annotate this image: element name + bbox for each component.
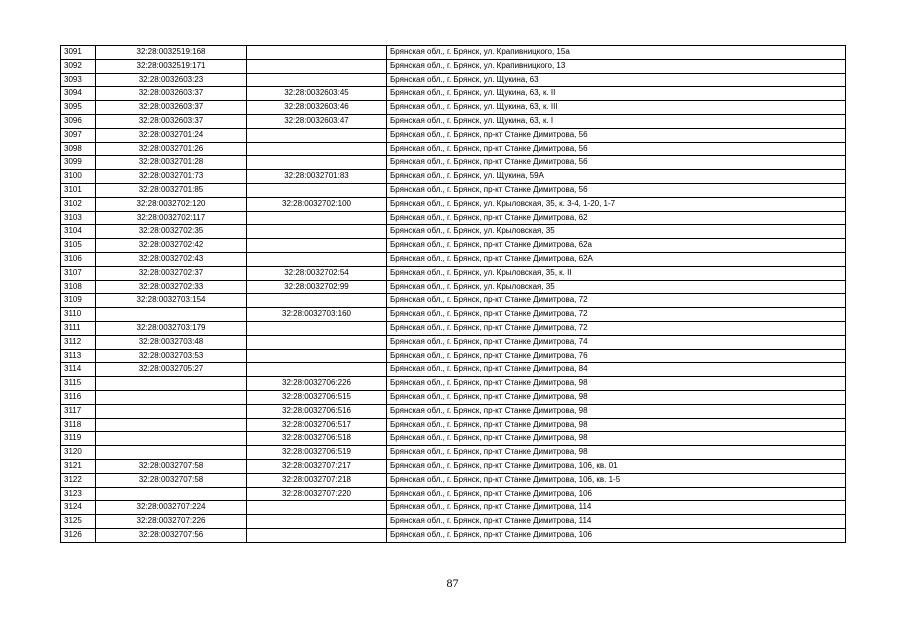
cadastral-number-cell: 32:28:0032702:43: [96, 252, 247, 266]
row-number-cell: 3091: [61, 46, 96, 60]
table-row: [61, 46, 846, 60]
related-cadastral-number-cell: 32:28:0032706:519: [247, 446, 387, 460]
related-cadastral-number-cell: [247, 515, 387, 529]
cadastral-number-cell: [96, 404, 247, 418]
address-cell: Брянская обл., г. Брянск, пр-кт Станке Димитрова, 72: [387, 294, 846, 308]
table-row: [61, 446, 846, 460]
table-row: [61, 73, 846, 87]
address-cell: Брянская обл., г. Брянск, ул. Крыловская, 35, к. 3-4, 1-20, 1-7: [387, 197, 846, 211]
cadastral-number-cell: 32:28:0032703:48: [96, 335, 247, 349]
address-cell: Брянская обл., г. Брянск, ул. Щукина, 63, к. II: [387, 87, 846, 101]
address-cell: Брянская обл., г. Брянск, ул. Крыловская, 35: [387, 280, 846, 294]
address-cell: Брянская обл., г. Брянск, ул. Щукина, 63, к. I: [387, 114, 846, 128]
cadastral-number-cell: 32:28:0032703:154: [96, 294, 247, 308]
address-cell: Брянская обл., г. Брянск, пр-кт Станке Димитрова, 98: [387, 377, 846, 391]
related-cadastral-number-cell: 32:28:0032701:83: [247, 170, 387, 184]
address-cell: Брянская обл., г. Брянск, пр-кт Станке Димитрова, 76: [387, 349, 846, 363]
row-number-cell: 3106: [61, 252, 96, 266]
cadastral-number-cell: 32:28:0032701:73: [96, 170, 247, 184]
row-number-cell: 3112: [61, 335, 96, 349]
row-number-cell: 3094: [61, 87, 96, 101]
row-number-cell: 3114: [61, 363, 96, 377]
cadastral-number-cell: 32:28:0032603:37: [96, 114, 247, 128]
related-cadastral-number-cell: 32:28:0032703:160: [247, 308, 387, 322]
cadastral-number-cell: 32:28:0032701:28: [96, 156, 247, 170]
row-number-cell: 3113: [61, 349, 96, 363]
cadastral-number-cell: 32:28:0032703:53: [96, 349, 247, 363]
related-cadastral-number-cell: 32:28:0032702:100: [247, 197, 387, 211]
address-cell: Брянская обл., г. Брянск, пр-кт Станке Димитрова, 56: [387, 183, 846, 197]
table-row: [61, 515, 846, 529]
related-cadastral-number-cell: [247, 363, 387, 377]
cadastral-number-cell: 32:28:0032702:35: [96, 225, 247, 239]
row-number-cell: 3101: [61, 183, 96, 197]
related-cadastral-number-cell: [247, 59, 387, 73]
related-cadastral-number-cell: 32:28:0032707:218: [247, 473, 387, 487]
address-cell: Брянская обл., г. Брянск, ул. Крыловская, 35, к. II: [387, 266, 846, 280]
cadastral-number-cell: [96, 390, 247, 404]
related-cadastral-number-cell: [247, 225, 387, 239]
table-row: [61, 335, 846, 349]
table-row: [61, 294, 846, 308]
related-cadastral-number-cell: [247, 349, 387, 363]
cadastral-number-cell: 32:28:0032702:117: [96, 211, 247, 225]
page-number: 87: [446, 576, 459, 590]
related-cadastral-number-cell: [247, 252, 387, 266]
cadastral-number-cell: 32:28:0032703:179: [96, 321, 247, 335]
row-number-cell: 3119: [61, 432, 96, 446]
table-row: [61, 252, 846, 266]
cadastral-number-cell: 32:28:0032702:120: [96, 197, 247, 211]
table-row: [61, 308, 846, 322]
row-number-cell: 3103: [61, 211, 96, 225]
address-cell: Брянская обл., г. Брянск, пр-кт Станке Димитрова, 114: [387, 515, 846, 529]
related-cadastral-number-cell: [247, 321, 387, 335]
related-cadastral-number-cell: 32:28:0032706:516: [247, 404, 387, 418]
cadastral-number-cell: 32:28:0032707:226: [96, 515, 247, 529]
related-cadastral-number-cell: 32:28:0032702:54: [247, 266, 387, 280]
address-cell: Брянская обл., г. Брянск, пр-кт Станке Димитрова, 106: [387, 487, 846, 501]
related-cadastral-number-cell: 32:28:0032707:220: [247, 487, 387, 501]
cadastral-number-cell: 32:28:0032707:58: [96, 459, 247, 473]
cadastral-number-cell: 32:28:0032702:33: [96, 280, 247, 294]
table-row: [61, 114, 846, 128]
table-row: [61, 183, 846, 197]
address-cell: Брянская обл., г. Брянск, пр-кт Станке Димитрова, 98: [387, 390, 846, 404]
cadastral-number-cell: 32:28:0032707:56: [96, 528, 247, 542]
table-row: [61, 101, 846, 115]
cadastral-number-cell: 32:28:0032701:85: [96, 183, 247, 197]
table-row: [61, 487, 846, 501]
related-cadastral-number-cell: 32:28:0032702:99: [247, 280, 387, 294]
table-row: [61, 197, 846, 211]
address-cell: Брянская обл., г. Брянск, пр-кт Станке Димитрова, 106, кв. 1-5: [387, 473, 846, 487]
related-cadastral-number-cell: [247, 142, 387, 156]
row-number-cell: 3095: [61, 101, 96, 115]
table-row: [61, 266, 846, 280]
address-cell: Брянская обл., г. Брянск, пр-кт Станке Димитрова, 106: [387, 528, 846, 542]
address-cell: Брянская обл., г. Брянск, пр-кт Станке Димитрова, 72: [387, 321, 846, 335]
row-number-cell: 3117: [61, 404, 96, 418]
related-cadastral-number-cell: 32:28:0032603:46: [247, 101, 387, 115]
address-cell: Брянская обл., г. Брянск, пр-кт Станке Димитрова, 56: [387, 142, 846, 156]
row-number-cell: 3122: [61, 473, 96, 487]
address-cell: Брянская обл., г. Брянск, пр-кт Станке Димитрова, 98: [387, 432, 846, 446]
related-cadastral-number-cell: [247, 211, 387, 225]
related-cadastral-number-cell: 32:28:0032707:217: [247, 459, 387, 473]
related-cadastral-number-cell: 32:28:0032603:47: [247, 114, 387, 128]
row-number-cell: 3105: [61, 239, 96, 253]
related-cadastral-number-cell: 32:28:0032706:226: [247, 377, 387, 391]
table-row: [61, 363, 846, 377]
row-number-cell: 3093: [61, 73, 96, 87]
cadastral-number-cell: [96, 432, 247, 446]
related-cadastral-number-cell: 32:28:0032706:518: [247, 432, 387, 446]
row-number-cell: 3126: [61, 528, 96, 542]
table-row: [61, 156, 846, 170]
related-cadastral-number-cell: [247, 335, 387, 349]
row-number-cell: 3109: [61, 294, 96, 308]
address-cell: Брянская обл., г. Брянск, ул. Щукина, 63: [387, 73, 846, 87]
row-number-cell: 3108: [61, 280, 96, 294]
row-number-cell: 3123: [61, 487, 96, 501]
address-cell: Брянская обл., г. Брянск, пр-кт Станке Димитрова, 72: [387, 308, 846, 322]
cadastral-table: [60, 45, 846, 543]
table-row: [61, 280, 846, 294]
row-number-cell: 3097: [61, 128, 96, 142]
row-number-cell: 3107: [61, 266, 96, 280]
cadastral-number-cell: 32:28:0032707:224: [96, 501, 247, 515]
cadastral-number-cell: 32:28:0032705:27: [96, 363, 247, 377]
row-number-cell: 3100: [61, 170, 96, 184]
address-cell: Брянская обл., г. Брянск, пр-кт Станке Димитрова, 114: [387, 501, 846, 515]
address-cell: Брянская обл., г. Брянск, пр-кт Станке Димитрова, 62А: [387, 252, 846, 266]
address-cell: Брянская обл., г. Брянск, пр-кт Станке Димитрова, 98: [387, 446, 846, 460]
row-number-cell: 3096: [61, 114, 96, 128]
table-row: [61, 418, 846, 432]
cadastral-number-cell: 32:28:0032702:37: [96, 266, 247, 280]
cadastral-number-cell: 32:28:0032701:24: [96, 128, 247, 142]
cadastral-number-cell: 32:28:0032603:23: [96, 73, 247, 87]
cadastral-number-cell: [96, 418, 247, 432]
address-cell: Брянская обл., г. Брянск, ул. Щукина, 59А: [387, 170, 846, 184]
table-row: [61, 390, 846, 404]
cadastral-number-cell: 32:28:0032519:171: [96, 59, 247, 73]
row-number-cell: 3125: [61, 515, 96, 529]
address-cell: Брянская обл., г. Брянск, ул. Крапивницкого, 13: [387, 59, 846, 73]
address-cell: Брянская обл., г. Брянск, пр-кт Станке Димитрова, 62а: [387, 239, 846, 253]
related-cadastral-number-cell: [247, 156, 387, 170]
table-row: [61, 128, 846, 142]
related-cadastral-number-cell: [247, 46, 387, 60]
table-row: [61, 349, 846, 363]
related-cadastral-number-cell: [247, 239, 387, 253]
cadastral-number-cell: [96, 487, 247, 501]
row-number-cell: 3121: [61, 459, 96, 473]
row-number-cell: 3120: [61, 446, 96, 460]
address-cell: Брянская обл., г. Брянск, ул. Крапивницкого, 15а: [387, 46, 846, 60]
table-row: [61, 59, 846, 73]
row-number-cell: 3110: [61, 308, 96, 322]
cadastral-number-cell: [96, 446, 247, 460]
address-cell: Брянская обл., г. Брянск, ул. Крыловская, 35: [387, 225, 846, 239]
related-cadastral-number-cell: [247, 183, 387, 197]
row-number-cell: 3102: [61, 197, 96, 211]
row-number-cell: 3092: [61, 59, 96, 73]
related-cadastral-number-cell: [247, 528, 387, 542]
row-number-cell: 3098: [61, 142, 96, 156]
related-cadastral-number-cell: 32:28:0032706:517: [247, 418, 387, 432]
table-row: [61, 528, 846, 542]
table-row: [61, 170, 846, 184]
row-number-cell: 3124: [61, 501, 96, 515]
table-row: [61, 501, 846, 515]
cadastral-number-cell: 32:28:0032701:26: [96, 142, 247, 156]
table-body: [61, 46, 846, 543]
table-row: [61, 142, 846, 156]
row-number-cell: 3099: [61, 156, 96, 170]
address-cell: Брянская обл., г. Брянск, пр-кт Станке Димитрова, 98: [387, 418, 846, 432]
cadastral-number-cell: [96, 308, 247, 322]
cadastral-number-cell: 32:28:0032603:37: [96, 87, 247, 101]
table-row: [61, 377, 846, 391]
cadastral-number-cell: [96, 377, 247, 391]
cadastral-number-cell: 32:28:0032519:168: [96, 46, 247, 60]
table-row: [61, 459, 846, 473]
address-cell: Брянская обл., г. Брянск, пр-кт Станке Димитрова, 98: [387, 404, 846, 418]
related-cadastral-number-cell: [247, 294, 387, 308]
address-cell: Брянская обл., г. Брянск, пр-кт Станке Димитрова, 56: [387, 128, 846, 142]
address-cell: Брянская обл., г. Брянск, пр-кт Станке Димитрова, 106, кв. 01: [387, 459, 846, 473]
cadastral-number-cell: 32:28:0032707:58: [96, 473, 247, 487]
related-cadastral-number-cell: [247, 501, 387, 515]
table-row: [61, 87, 846, 101]
row-number-cell: 3104: [61, 225, 96, 239]
row-number-cell: 3118: [61, 418, 96, 432]
related-cadastral-number-cell: [247, 73, 387, 87]
row-number-cell: 3115: [61, 377, 96, 391]
address-cell: Брянская обл., г. Брянск, пр-кт Станке Димитрова, 84: [387, 363, 846, 377]
table-row: [61, 321, 846, 335]
related-cadastral-number-cell: 32:28:0032603:45: [247, 87, 387, 101]
cadastral-number-cell: 32:28:0032603:37: [96, 101, 247, 115]
related-cadastral-number-cell: 32:28:0032706:515: [247, 390, 387, 404]
table-row: [61, 211, 846, 225]
related-cadastral-number-cell: [247, 128, 387, 142]
address-cell: Брянская обл., г. Брянск, ул. Щукина, 63, к. III: [387, 101, 846, 115]
table-row: [61, 239, 846, 253]
table-row: [61, 404, 846, 418]
table-row: [61, 473, 846, 487]
table-row: [61, 225, 846, 239]
address-cell: Брянская обл., г. Брянск, пр-кт Станке Димитрова, 74: [387, 335, 846, 349]
address-cell: Брянская обл., г. Брянск, пр-кт Станке Димитрова, 56: [387, 156, 846, 170]
row-number-cell: 3116: [61, 390, 96, 404]
address-cell: Брянская обл., г. Брянск, пр-кт Станке Димитрова, 62: [387, 211, 846, 225]
cadastral-number-cell: 32:28:0032702:42: [96, 239, 247, 253]
row-number-cell: 3111: [61, 321, 96, 335]
table-row: [61, 432, 846, 446]
